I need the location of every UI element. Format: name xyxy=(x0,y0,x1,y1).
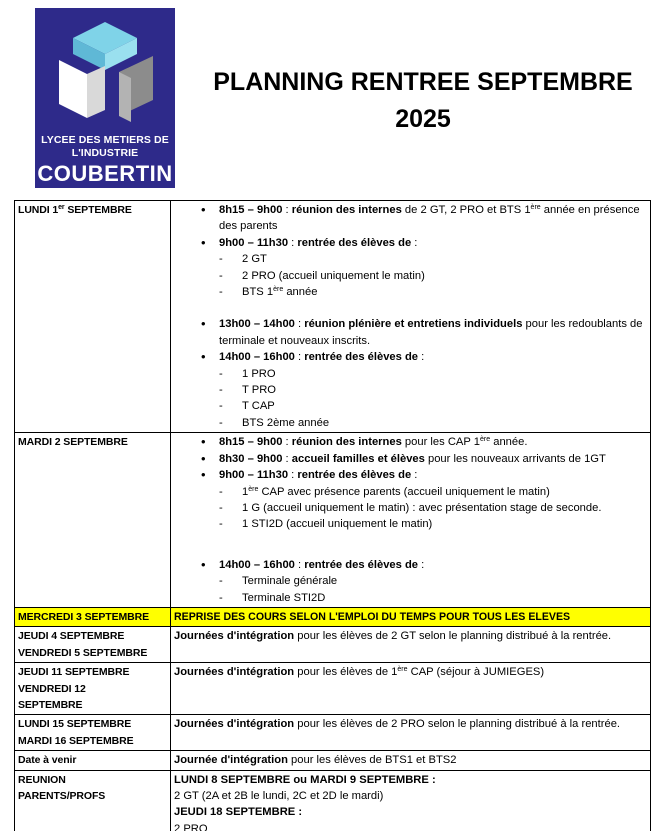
detail-cell xyxy=(171,715,651,751)
item-title: rentrée des élèves de xyxy=(304,558,419,571)
sub-item: - 1 G (accueil uniquement le matin) : avec présentation stage de seconde. xyxy=(219,500,647,516)
time-label: 14h00 – 16h00 xyxy=(219,558,295,571)
day-cell: MARDI 2 SEPTEMBRE xyxy=(15,433,171,608)
meeting-date xyxy=(174,804,647,820)
detail-cell xyxy=(171,751,651,770)
detail-cell xyxy=(171,663,651,715)
day-cell xyxy=(15,663,171,715)
bullet-list xyxy=(201,202,647,431)
item-text: pour les CAP 1 xyxy=(401,436,480,449)
time-label: 9h00 – 11h30 xyxy=(219,469,289,482)
time-label: 8h15 – 9h00 xyxy=(219,204,283,216)
list-item xyxy=(201,349,647,431)
sub-item: - BTS 2ème année xyxy=(219,415,647,431)
separator-text: : xyxy=(294,558,305,571)
list-item xyxy=(201,434,647,450)
item-title: Journées d'intégration xyxy=(174,666,295,679)
sub-item: - T PRO xyxy=(219,382,647,398)
item-text: pour les élèves de 2 GT selon le planning distribué à la rentrée. xyxy=(294,630,612,643)
cube-logo-icon xyxy=(35,8,175,133)
list-item xyxy=(201,235,647,317)
sub-item: - 2 PRO (accueil uniquement le matin) xyxy=(219,268,647,284)
day-label: SEPTEMBRE xyxy=(18,698,83,711)
sub-item: - Terminale générale xyxy=(219,573,647,589)
item-title: accueil familles et élèves xyxy=(291,452,425,465)
bullet-list xyxy=(201,434,647,606)
logo-text-line2: L'INDUSTRIE xyxy=(71,147,139,159)
spacer xyxy=(219,300,647,316)
sub-item-text-rest: année xyxy=(283,286,318,299)
day-label: REUNION xyxy=(18,773,66,786)
time-label: 13h00 – 14h00 xyxy=(219,318,295,331)
day-cell xyxy=(15,201,171,433)
table-row-jeudi-11 xyxy=(15,663,651,715)
item-title: Journées d'intégration xyxy=(174,630,295,643)
separator-text: : xyxy=(288,236,298,249)
dash-list xyxy=(219,573,647,606)
sub-item xyxy=(219,284,647,300)
item-text: pour les élèves de BTS1 et BTS2 xyxy=(287,754,457,767)
day-label: LUNDI 1 xyxy=(18,204,59,216)
table-row-date-a-venir xyxy=(15,751,651,770)
item-title: réunion des internes xyxy=(291,436,402,449)
logo-school-name: COUBERTIN xyxy=(37,161,173,186)
item-text: de 2 GT, 2 PRO et BTS 1 xyxy=(401,204,531,216)
list-item xyxy=(201,316,647,349)
sub-item: - T CAP xyxy=(219,398,647,414)
time-label: 14h00 – 16h00 xyxy=(219,351,295,364)
table-row-mardi-2 xyxy=(15,433,651,608)
list-item xyxy=(201,557,647,606)
day-cell xyxy=(15,715,171,751)
day-label: LUNDI 15 SEPTEMBRE xyxy=(18,718,132,731)
item-text-rest: CAP (séjour à JUMIEGES) xyxy=(407,666,545,679)
separator-text: : xyxy=(288,469,298,482)
time-label: 8h15 – 9h00 xyxy=(219,436,283,449)
sub-item: - Terminale STI2D xyxy=(219,590,647,606)
item-colon: : xyxy=(418,558,425,571)
sub-item: - 1 STI2D (accueil uniquement le matin) xyxy=(219,516,647,532)
sub-item-text-rest: CAP avec présence parents (accueil uniquement le matin) xyxy=(258,485,550,498)
meeting-classes: 2 GT (2A et 2B le lundi, 2C et 2D le mardi) xyxy=(174,790,384,802)
item-sup: ère xyxy=(479,436,491,444)
item-text: pour les nouveaux arrivants de 1GT xyxy=(424,452,606,465)
sub-item-text: BTS 1 xyxy=(242,286,274,299)
logo-text-line1: LYCEE DES METIERS DE xyxy=(41,134,169,146)
item-text-rest: année en présence des parents xyxy=(219,204,640,233)
day-label-rest: SEPTEMBRE xyxy=(64,204,132,216)
dash-list xyxy=(219,484,647,533)
time-label: 8h30 – 9h00 xyxy=(219,452,283,465)
page-title xyxy=(196,64,650,138)
spacer xyxy=(219,533,647,557)
meeting-classes: 2 PRO xyxy=(174,822,208,831)
list-item xyxy=(201,451,647,467)
time-label: 9h00 – 11h30 xyxy=(219,236,289,249)
item-title: rentrée des élèves de xyxy=(297,236,412,249)
separator-text: : xyxy=(282,204,292,216)
list-item xyxy=(201,467,647,557)
sub-item xyxy=(219,484,647,500)
item-sup: ère xyxy=(397,666,408,674)
item-colon: : xyxy=(411,236,418,249)
item-sup: ère xyxy=(530,204,541,211)
day-cell xyxy=(15,770,171,831)
day-label: VENDREDI 12 xyxy=(18,682,86,695)
separator-text: : xyxy=(294,318,305,331)
table-row-mercredi-3 xyxy=(15,607,651,626)
dash-list xyxy=(219,366,647,432)
table-row-lundi-1 xyxy=(15,201,651,433)
meeting-date-text: LUNDI 8 SEPTEMBRE ou MARDI 9 SEPTEMBRE : xyxy=(174,773,436,786)
sub-item-text: 1 xyxy=(242,485,249,498)
day-label: MARDI 16 SEPTEMBRE xyxy=(18,734,134,747)
detail-cell xyxy=(171,201,651,433)
day-label: PARENTS/PROFS xyxy=(18,790,106,802)
detail-cell xyxy=(171,433,651,608)
separator-text: : xyxy=(282,452,292,465)
school-logo xyxy=(35,8,175,188)
sub-item: - 2 GT xyxy=(219,251,647,267)
table-row-lundi-15 xyxy=(15,715,651,751)
item-title: réunion plénière et entretiens individuels xyxy=(304,318,523,331)
item-title: rentrée des élèves de xyxy=(297,469,412,482)
page-title-line1: PLANNING RENTREE SEPTEMBRE xyxy=(213,68,633,96)
meeting-date-text: JEUDI 18 SEPTEMBRE : xyxy=(174,806,303,819)
sub-item-sup: ère xyxy=(273,286,284,294)
separator-text: : xyxy=(294,351,305,364)
item-title: rentrée des élèves de xyxy=(304,351,419,364)
separator-text: : xyxy=(282,436,292,449)
item-colon: : xyxy=(418,351,425,364)
day-cell: Date à venir xyxy=(15,751,171,770)
detail-cell: REPRISE DES COURS SELON L'EMPLOI DU TEMPS POUR TOUS LES ELEVES xyxy=(171,607,651,626)
item-colon: : xyxy=(411,469,418,482)
item-title: Journées d'intégration xyxy=(174,718,295,731)
day-cell xyxy=(15,627,171,663)
item-title: réunion des internes xyxy=(291,204,402,216)
day-cell: MERCREDI 3 SEPTEMBRE xyxy=(15,607,171,626)
item-text-rest: année. xyxy=(490,436,528,449)
meeting-date xyxy=(174,772,647,788)
list-item xyxy=(201,202,647,235)
day-sup: er xyxy=(58,204,65,211)
page-title-line2: 2025 xyxy=(395,105,451,133)
day-label: JEUDI 4 SEPTEMBRE xyxy=(18,630,125,643)
table-row-jeudi-4 xyxy=(15,627,651,663)
sub-item-sup: ère xyxy=(248,485,259,493)
dash-list xyxy=(219,251,647,300)
detail-cell xyxy=(171,770,651,831)
day-label: VENDREDI 5 SEPTEMBRE xyxy=(18,646,148,659)
schedule-table xyxy=(14,200,651,831)
item-text: pour les élèves de 2 PRO selon le planning distribué à la rentrée. xyxy=(294,718,621,731)
item-title: Journée d'intégration xyxy=(174,754,288,767)
item-text: pour les redoublants de terminale et nouveaux inscrits. xyxy=(219,318,643,347)
detail-cell xyxy=(171,627,651,663)
item-text: pour les élèves de 1 xyxy=(294,666,398,679)
day-label: JEUDI 11 SEPTEMBRE xyxy=(18,666,130,679)
table-row-reunion xyxy=(15,770,651,831)
sub-item: - 1 PRO xyxy=(219,366,647,382)
